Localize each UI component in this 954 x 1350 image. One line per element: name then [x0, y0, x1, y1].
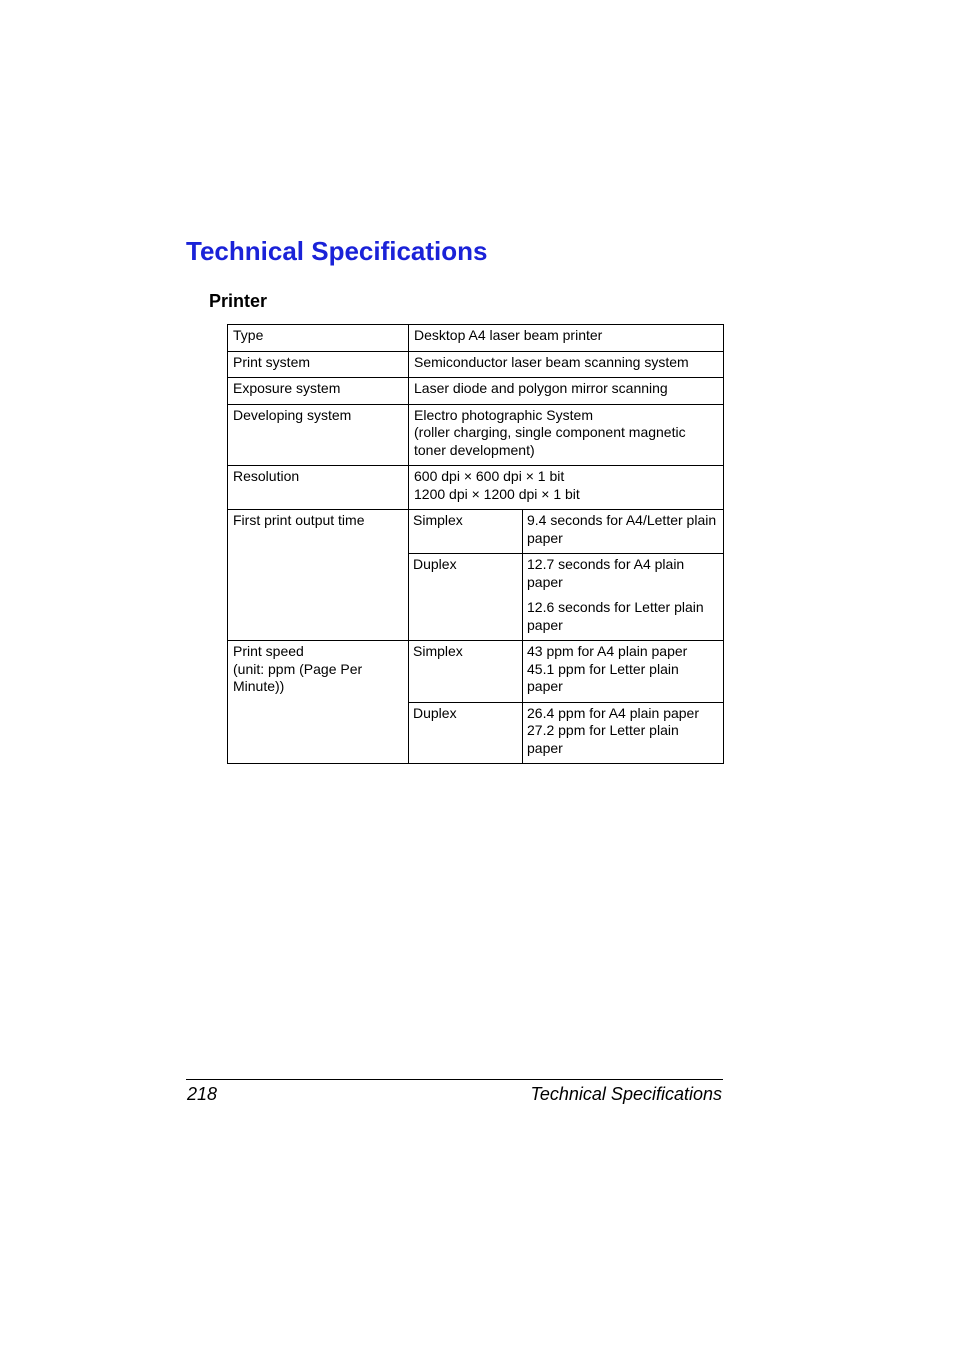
row-value-exposure-system: Laser diode and polygon mirror scanning — [409, 378, 724, 405]
running-footer-title: Technical Specifications — [530, 1084, 722, 1104]
page-number: 218 — [187, 1084, 218, 1104]
table-row-print-speed-simplex — [228, 641, 724, 703]
print-speed-duplex-label: Duplex — [409, 702, 523, 764]
first-print-simplex-label: Simplex — [409, 510, 523, 554]
row-label-print-speed — [228, 641, 409, 764]
value-line: paper — [527, 573, 563, 590]
value-line: paper — [527, 529, 563, 546]
printer-spec-table — [227, 324, 724, 764]
page-title: Technical Specifications — [186, 236, 488, 266]
value-line: 26.4 ppm for A4 plain paper — [527, 704, 700, 721]
value-line: 12.7 seconds for A4 plain — [527, 556, 685, 572]
value-line: paper — [527, 678, 563, 694]
table-row-type — [228, 325, 724, 352]
print-speed-simplex-label: Simplex — [409, 641, 523, 703]
value-line: 27.2 ppm for Letter plain — [527, 722, 679, 738]
value-line: 600 dpi × 600 dpi × 1 bit — [414, 468, 565, 484]
footer-divider — [186, 1079, 723, 1080]
value-line: paper — [527, 616, 563, 633]
first-print-duplex-label: Duplex — [409, 554, 523, 641]
value-line: 9.4 seconds for A4/Letter plain — [527, 512, 717, 528]
label-line: Minute)) — [233, 678, 285, 694]
table-row-developing-system — [228, 404, 724, 466]
label-line: (unit: ppm (Page Per — [233, 660, 363, 677]
section-title-printer: Printer — [209, 291, 268, 311]
value-line: 45.1 ppm for Letter plain — [527, 660, 679, 677]
label-line: Print speed — [233, 643, 304, 659]
value-line: 1200 dpi × 1200 dpi × 1 bit — [414, 485, 580, 502]
row-value-resolution — [409, 466, 724, 510]
row-label-print-system: Print system — [228, 351, 409, 378]
table-row-resolution — [228, 466, 724, 510]
value-line: 43 ppm for A4 plain paper — [527, 643, 688, 659]
table-row-print-system — [228, 351, 724, 378]
row-label-resolution: Resolution — [228, 466, 409, 510]
row-label-first-print: First print output time — [228, 510, 409, 641]
value-line: (roller charging, single component magnetic — [414, 424, 686, 440]
row-label-developing-system: Developing system — [228, 404, 409, 466]
print-speed-duplex-value — [523, 702, 724, 764]
row-label-type: Type — [228, 325, 409, 352]
value-line: paper — [527, 739, 563, 756]
paragraph-gap — [527, 591, 721, 599]
value-line: toner development) — [414, 441, 535, 458]
row-value-type: Desktop A4 laser beam printer — [409, 325, 724, 352]
first-print-simplex-value — [523, 510, 724, 554]
value-line: 12.6 seconds for Letter plain — [527, 599, 704, 615]
first-print-duplex-value — [523, 554, 724, 641]
row-label-exposure-system: Exposure system — [228, 378, 409, 405]
table-row-first-print-simplex — [228, 510, 724, 554]
print-speed-simplex-value — [523, 641, 724, 703]
row-value-print-system: Semiconductor laser beam scanning system — [409, 351, 724, 378]
value-line: Electro photographic System — [414, 406, 593, 423]
row-value-developing-system — [409, 404, 724, 466]
table-row-exposure-system — [228, 378, 724, 405]
